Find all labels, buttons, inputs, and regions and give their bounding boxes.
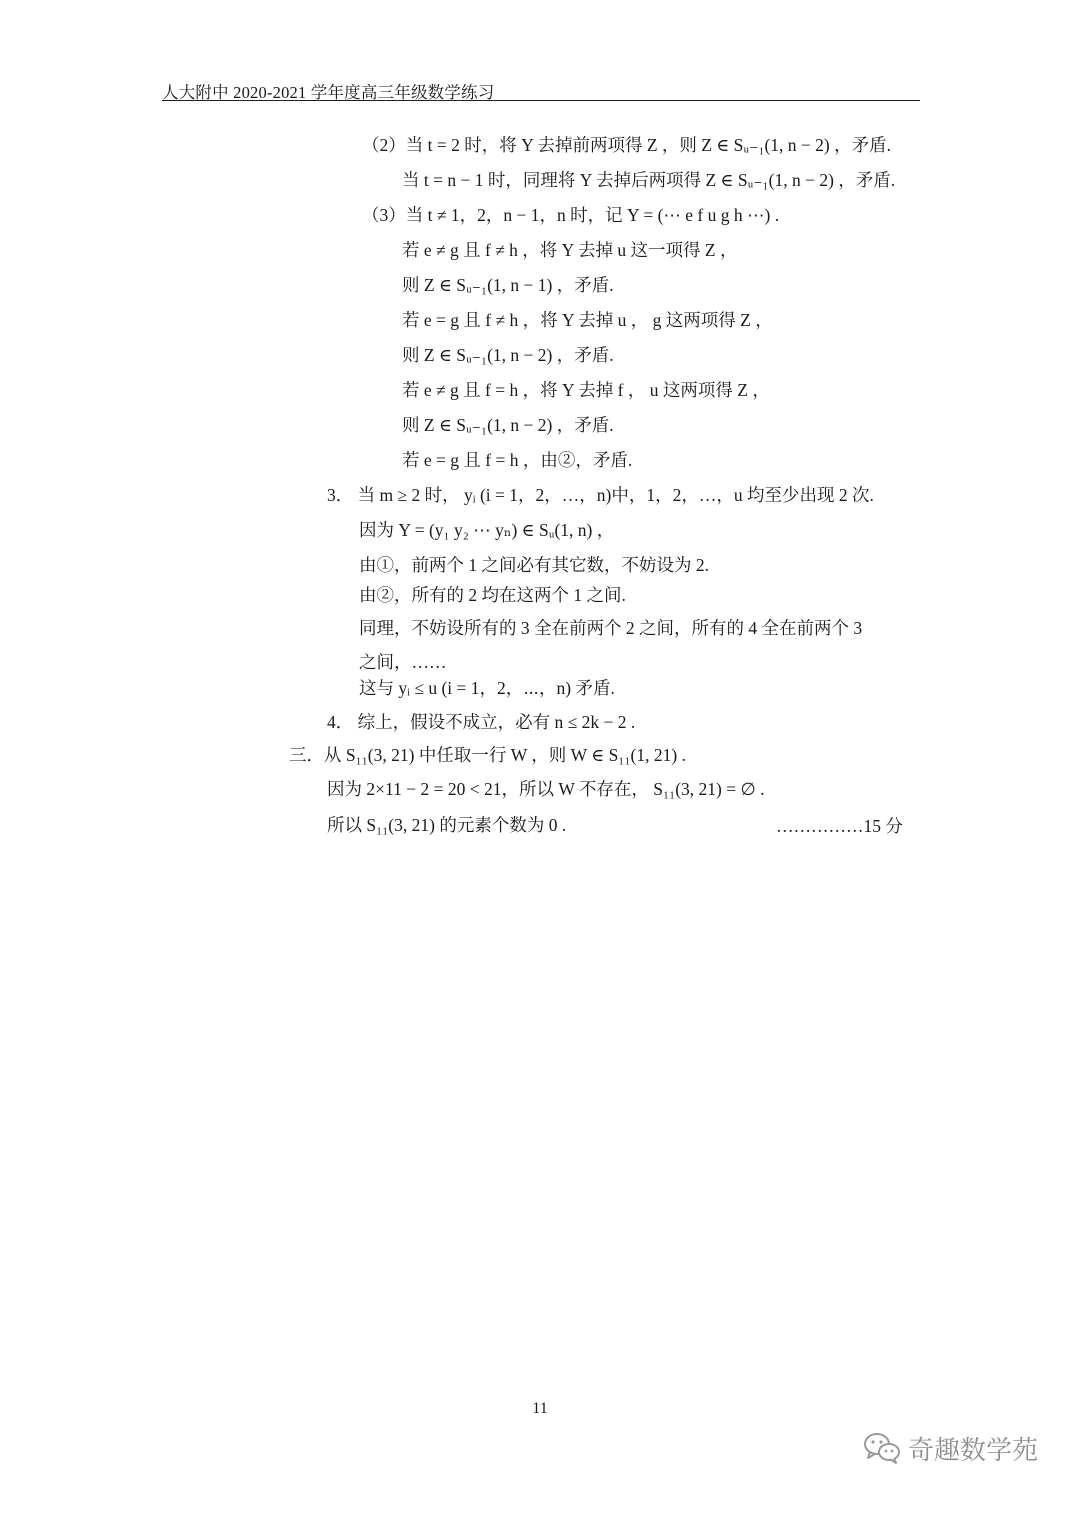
- case-3-sub-3-result: 则 Z ∈ Sᵤ₋₁(1, n − 2) ，矛盾.: [402, 415, 614, 435]
- watermark: [862, 1428, 1038, 1468]
- part-3-line-1: 因为 2×11 − 2 = 20 < 21，所以 W 不存在， S₁₁(3, 21) = ∅ .: [327, 779, 765, 799]
- score-marker: ……………15 分: [776, 816, 903, 836]
- case-3-sub-1-result: 则 Z ∈ Sᵤ₋₁(1, n − 1) ，矛盾.: [402, 275, 614, 295]
- case-3-sub-3: 若 e ≠ g 且 f = h ，将 Y 去掉 f ， u 这两项得 Z ，: [402, 380, 770, 400]
- step-4: 4． 综上，假设不成立，必有 n ≤ 2k − 2 .: [327, 712, 636, 732]
- wechat-icon: [862, 1431, 902, 1465]
- step-3-heading: 3． 当 m ≥ 2 时， yᵢ (i = 1，2，…，n)中，1，2，…，u 均至少出现 2 次.: [327, 485, 874, 505]
- watermark-label: 奇趣数学苑: [908, 1435, 1039, 1466]
- case-3-sub-1: 若 e ≠ g 且 f ≠ h ，将 Y 去掉 u 这一项得 Z ，: [402, 240, 738, 260]
- case-3-sub-2: 若 e = g 且 f ≠ h ，将 Y 去掉 u ， g 这两项得 Z ，: [402, 310, 773, 330]
- page-number: 11: [532, 1400, 548, 1417]
- part-3-heading: 三．从 S₁₁(3, 21) 中任取一行 W ，则 W ∈ S₁₁(1, 21) .: [289, 745, 686, 765]
- step-3-conclusion: 这与 yᵢ ≤ u (i = 1，2，⋯，n) 矛盾.: [359, 678, 615, 698]
- step-3-paragraph: [359, 611, 921, 679]
- page-header: 人大附中 2020-2021 学年度高三年级数学练习: [162, 83, 495, 102]
- part-3-line-2: 所以 S₁₁(3, 21) 的元素个数为 0 .: [327, 815, 567, 835]
- header-divider: [162, 100, 920, 101]
- step-3-line-1: 因为 Y = (y₁ y₂ ⋯ yₙ) ∈ Sᵤ(1, n) ，: [359, 520, 615, 540]
- case-3-sub-2-result: 则 Z ∈ Sᵤ₋₁(1, n − 2) ，矛盾.: [402, 345, 614, 365]
- step-3-line-2: 由①，前两个 1 之间必有其它数，不妨设为 2.: [359, 555, 709, 575]
- case-3-sub-4: 若 e = g 且 f = h ，由②，矛盾.: [402, 450, 633, 470]
- step-3-line-3: 由②，所有的 2 均在这两个 1 之间.: [359, 585, 626, 605]
- case-3-intro: （3）当 t ≠ 1，2，n − 1，n 时，记 Y = (⋯ e f u g h ⋯) .: [362, 205, 780, 225]
- case-2-line-1: （2）当 t = 2 时，将 Y 去掉前两项得 Z ，则 Z ∈ Sᵤ₋₁(1, n − 2) ，矛盾.: [362, 135, 892, 155]
- step-3-line-5: 之间，……: [359, 652, 447, 672]
- step-3-line-4: 同理，不妨设所有的 3 全在前两个 2 之间，所有的 4 全在前两个 3: [359, 618, 863, 638]
- case-2-line-2: 当 t = n − 1 时，同理将 Y 去掉后两项得 Z ∈ Sᵤ₋₁(1, n − 2) ，矛盾.: [402, 170, 896, 190]
